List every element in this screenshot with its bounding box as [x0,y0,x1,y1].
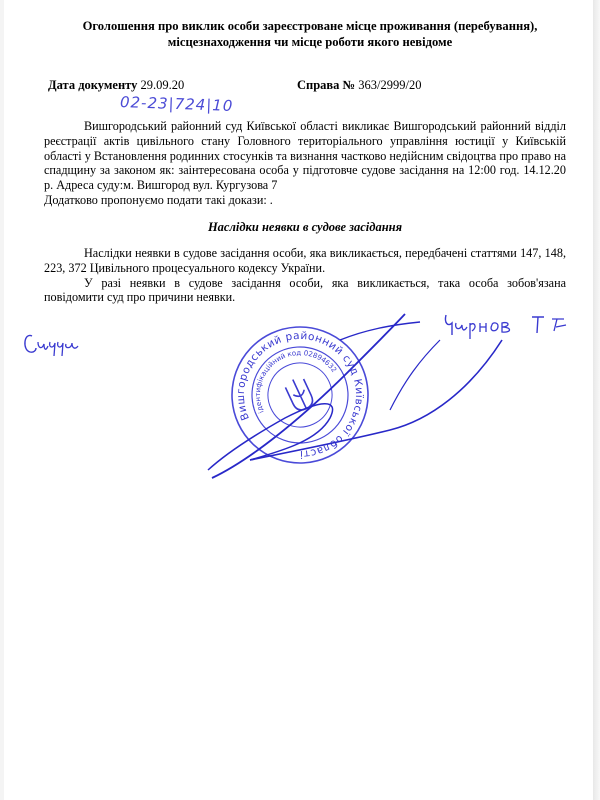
handwritten-registration-number: 02-23|724|10 [119,93,234,115]
stamp-ring-text: Вишгородський районний суд Київської області [234,329,366,461]
notify-paragraph: У разі неявки в судове засідання особи, яка викликається, така особа зобов'язана повідомити суд про причини неявки. [44,275,566,305]
date-label: Дата документу [48,78,138,92]
scan-left-edge [0,0,4,800]
case-number [297,78,421,93]
evidence-paragraph: Додатково пропонуємо подати такі докази: . [44,192,273,207]
case-value: 363/2999/20 [358,78,422,92]
section-heading: Наслідки неявки в судове засідання [207,220,403,234]
title-line-1: Оголошення про виклик особи зареєстроване місце проживання (перебування), [82,19,538,33]
summons-paragraph: Вишгородський районний суд Київської області викликає Вишгородський районний відділ реєстрації актів цивільного стану Головного територіального управління юстиції у Київській області у Встановлення родинних стосунків та визнання частково недійсним свідоцтва про право на спадщину за законом як: заінтересована особа у підготовче судове засідання на 12:00 год. 14.12.20 р. Адреса суду:м. Вишгород вул. Кургузова 7 [44,119,566,193]
case-label: Справа № [297,78,356,92]
main-paragraphs [44,119,566,208]
consequences-paragraph: Наслідки неявки в судове засідання особи, яка викликається, передбачені статтями 147, 148, 223, 372 Цивільного процесуального кодексу України. [44,246,566,275]
title-line-2: місцезнаходження чи місце роботи якого невідоме [167,35,453,49]
date-value: 29.09.20 [140,78,185,92]
handwritten-judge-icon [20,322,90,362]
consequences-paragraphs [44,246,566,305]
document-title [60,18,560,50]
stamp-inner-text: ідентифікаційний код 02894632 [253,348,339,415]
scan-right-edge [593,0,600,800]
document-date [48,78,184,93]
judge-signature-label [20,322,90,367]
judge-name-handwritten [440,305,580,350]
handwritten-name-icon [440,305,580,345]
